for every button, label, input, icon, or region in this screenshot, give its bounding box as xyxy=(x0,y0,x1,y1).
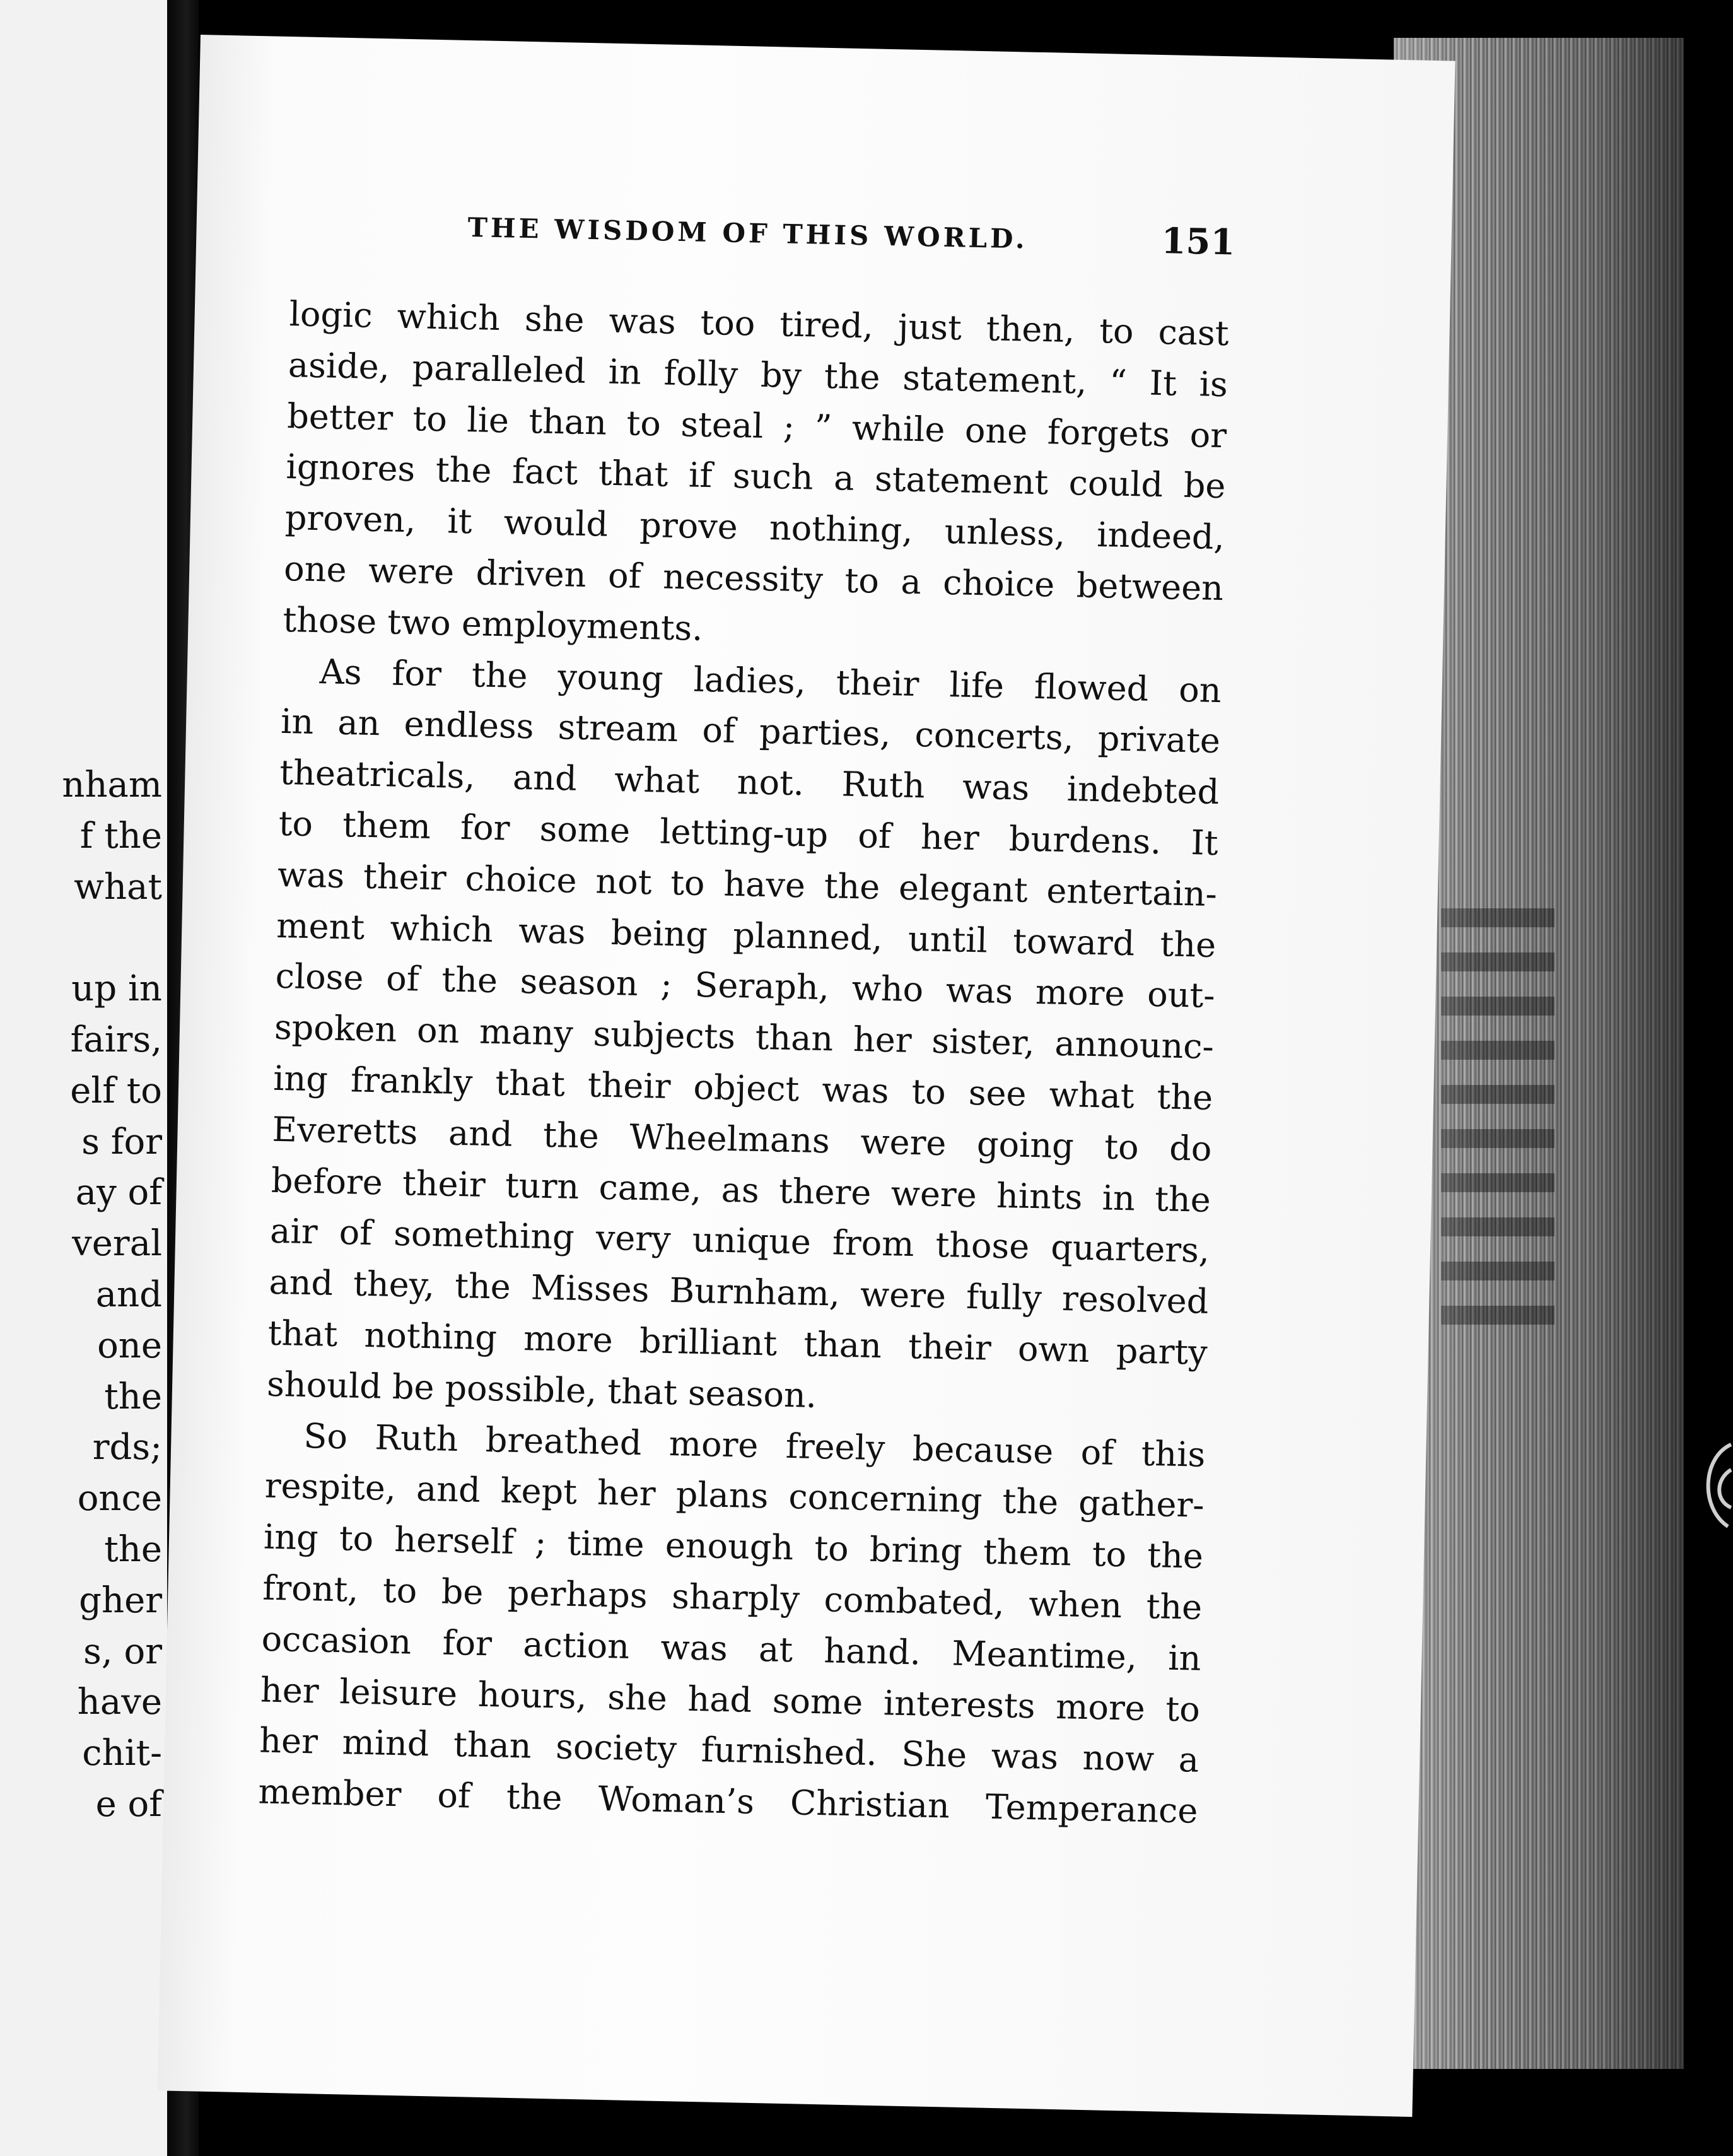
text-line: ing to herself ; time enough to bring them to the xyxy=(263,1516,1204,1576)
left-fragment-line: f the xyxy=(79,815,162,857)
left-fragment-line: and xyxy=(95,1274,162,1315)
text-line: before their turn came, as there were hints in the xyxy=(271,1160,1211,1220)
text-line: proven, it would prove nothing, unless, indeed, xyxy=(284,498,1225,558)
text-line: front, to be perhaps sharply combated, when the xyxy=(262,1567,1203,1627)
left-page-text-fragments xyxy=(61,760,162,1831)
text-line: So Ruth breathed more freely because of this xyxy=(303,1415,1206,1475)
text-line: occasion for action was at hand. Meantime, in xyxy=(261,1619,1202,1679)
running-head xyxy=(467,206,1414,276)
text-line: logic which she was too tired, just then, to cast xyxy=(289,294,1230,354)
left-fragment-line: veral xyxy=(72,1223,162,1265)
left-fragment-line: the xyxy=(104,1376,162,1417)
left-fragment-line: what xyxy=(74,866,162,908)
text-line: aside, paralleled in folly by the statement, “ It is xyxy=(288,344,1228,405)
left-fragment-line: s, or xyxy=(83,1631,162,1672)
text-line: to them for some letting-up of her burdens. It xyxy=(278,803,1219,864)
text-line: close of the season ; Seraph, who was more out- xyxy=(275,956,1216,1016)
left-fragment-line: s for xyxy=(81,1121,162,1163)
text-line: that nothing more brilliant than their own party xyxy=(267,1313,1208,1373)
running-head-title: THE WISDOM OF THIS WORLD. xyxy=(467,211,1029,255)
left-fragment-line: up in xyxy=(71,968,162,1010)
text-line: As for the young ladies, their life flowed on xyxy=(319,651,1222,710)
text-line: one were driven of necessity to a choice between xyxy=(283,548,1224,609)
page-number: 151 xyxy=(1160,220,1236,264)
text-line: respite, and kept her plans concerning the gather- xyxy=(264,1465,1205,1526)
text-line: member of the Woman’s Christian Temperance xyxy=(258,1771,1199,1831)
left-fragment-line: have xyxy=(77,1682,162,1723)
left-fragment-line: one xyxy=(97,1325,162,1366)
left-fragment-line: chit- xyxy=(82,1733,162,1774)
text-line: her mind than society furnished. She was now a xyxy=(259,1720,1199,1781)
text-line: was their choice not to have the elegant entertain- xyxy=(277,854,1218,914)
book-page xyxy=(158,35,1456,2117)
left-fragment-line: rds; xyxy=(92,1427,162,1468)
text-line: and they, the Misses Burnham, were fully resolved xyxy=(268,1262,1209,1322)
left-fragment-line: ay of xyxy=(75,1172,162,1214)
page-clip-icon xyxy=(1696,1432,1733,1558)
body-text xyxy=(258,289,1229,1837)
text-line: Everetts and the Wheelmans were going to do xyxy=(272,1109,1213,1169)
left-fragment-line: gher xyxy=(79,1579,162,1621)
left-fragment-line: the xyxy=(104,1528,162,1570)
text-line: ing frankly that their object was to see what the xyxy=(272,1058,1213,1118)
text-line: in an endless stream of parties, concerts, private xyxy=(280,701,1221,761)
left-fragment-line: nham xyxy=(62,765,162,806)
left-fragment-line: e of xyxy=(95,1783,162,1825)
text-line: her leisure hours, she had some interests more to xyxy=(260,1670,1201,1730)
text-line: theatricals, and what not. Ruth was indebted xyxy=(279,753,1220,812)
text-line: air of something very unique from those quarters, xyxy=(269,1211,1210,1271)
text-line: those two employments. xyxy=(282,599,704,648)
text-line: better to lie than to steal ; ” while one forgets or xyxy=(286,395,1227,455)
left-fragment-line xyxy=(61,913,162,964)
left-fragment-line: once xyxy=(77,1478,162,1520)
scan-background-right xyxy=(1684,0,1733,2156)
left-fragment-line: elf to xyxy=(70,1070,162,1111)
text-line: spoken on many subjects than her sister, announc- xyxy=(274,1007,1215,1067)
text-line: should be possible, that season. xyxy=(266,1364,817,1415)
text-line: ignores the fact that if such a statement could be xyxy=(286,447,1227,507)
text-line: ment which was being planned, until toward the xyxy=(276,905,1217,965)
left-fragment-line: fairs, xyxy=(70,1019,162,1060)
left-facing-page xyxy=(0,0,167,2156)
